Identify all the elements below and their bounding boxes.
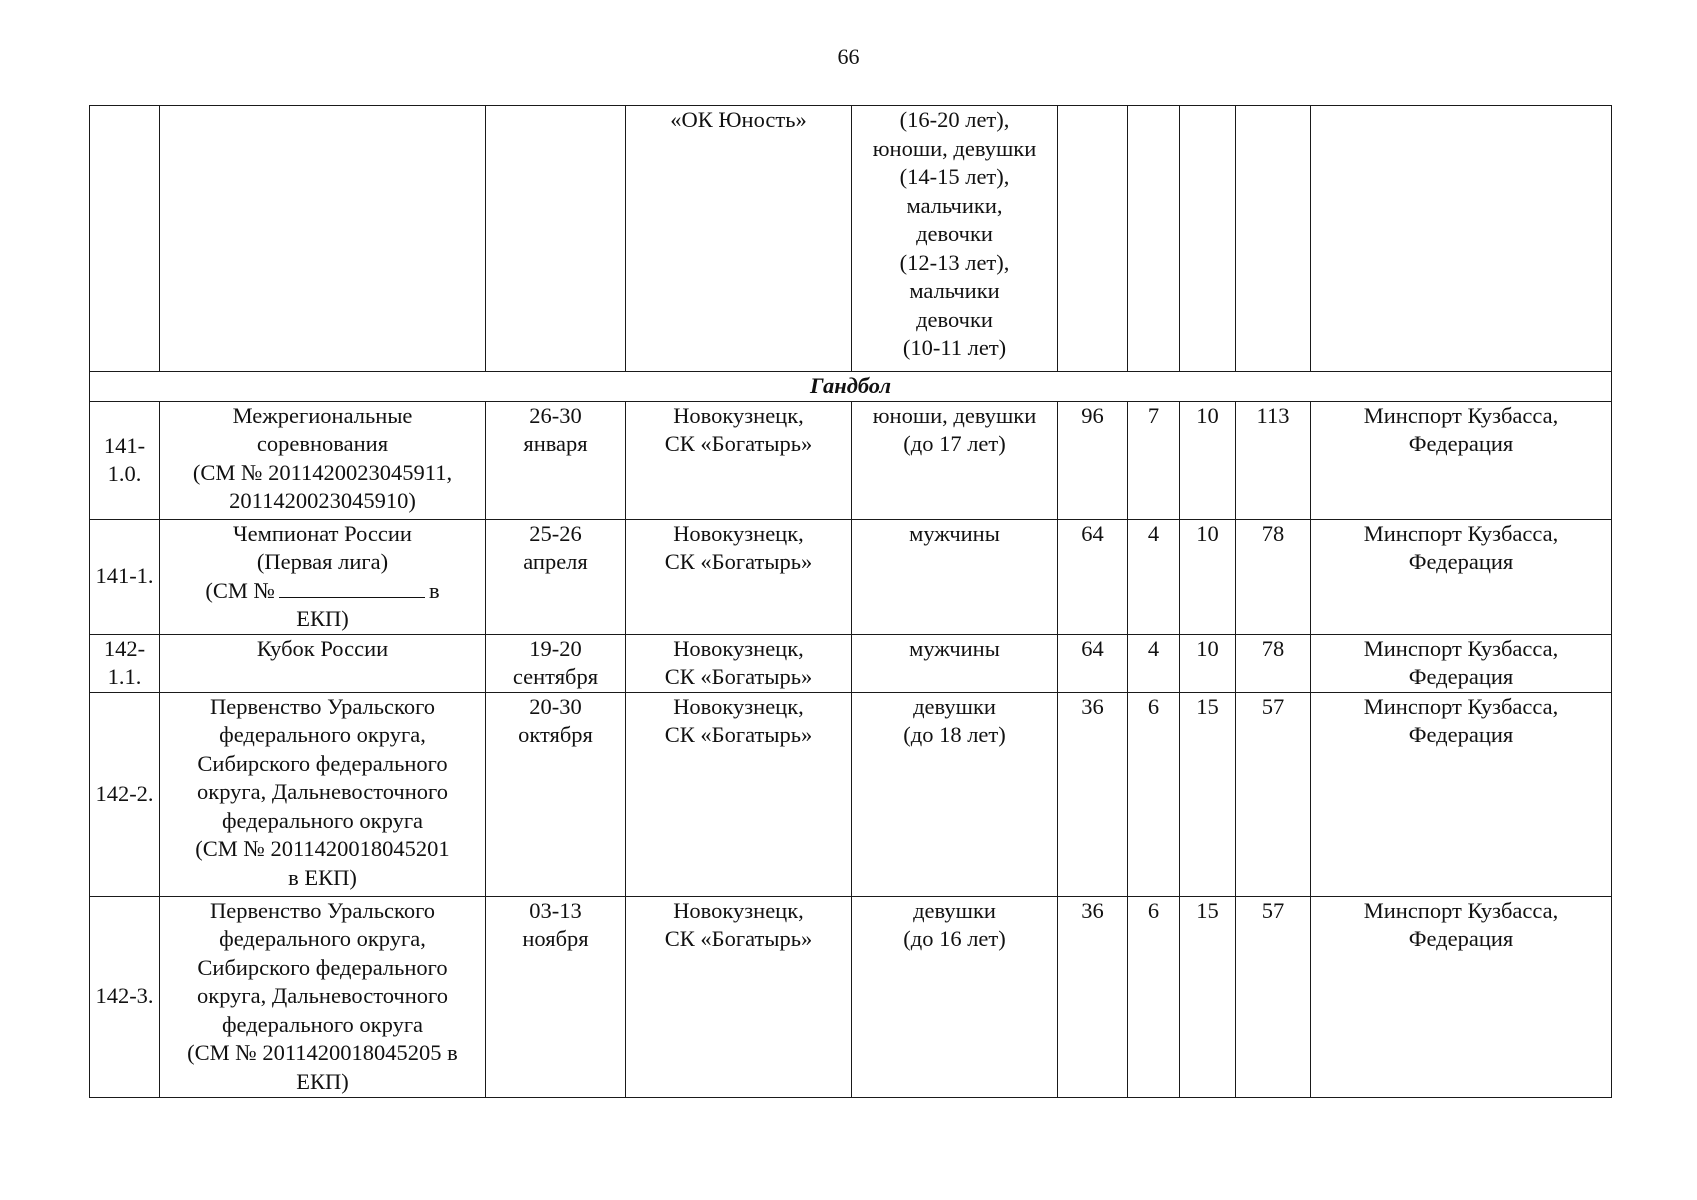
page-number: 66 <box>837 44 860 69</box>
cell-count-total: 78 <box>1236 634 1311 692</box>
participants-line: (12-13 лет), <box>899 249 1010 275</box>
cell-participants: юноши, девушки (до 17 лет) <box>852 401 1058 519</box>
cell-count-1: 64 <box>1058 634 1128 692</box>
cell-event-name: Первенство Уральского федерального округа, Сибирского федерального округа, Дальневосточного федерального округа (СМ № 2011420018045201 в ЕКП) <box>160 692 486 896</box>
cell-participants: девушки (до 18 лет) <box>852 692 1058 896</box>
cell-count-3: 15 <box>1180 692 1236 896</box>
cell-venue: Новокузнецк, СК «Богатырь» <box>626 401 852 519</box>
cell-count-2: 7 <box>1128 401 1180 519</box>
cell-count-3 <box>1180 106 1236 372</box>
cell-participants: мужчины <box>852 519 1058 634</box>
continuation-row <box>90 106 1612 372</box>
cell-count-2: 4 <box>1128 634 1180 692</box>
cell-organizer: Минспорт Кузбасса, Федерация <box>1311 692 1612 896</box>
cell-dates: 26-30 января <box>486 401 626 519</box>
cell-event-name: Чемпионат России (Первая лига) (СМ № в ЕКП) <box>160 519 486 634</box>
table-row <box>90 634 1612 692</box>
cell-event-name: Первенство Уральского федерального округа, Сибирского федерального округа, Дальневосточного федерального округа (СМ № 2011420018045205 в ЕКП) <box>160 896 486 1097</box>
cell-venue: Новокузнецк, СК «Богатырь» <box>626 519 852 634</box>
events-table <box>89 105 1612 1098</box>
cell-count-3: 10 <box>1180 519 1236 634</box>
cell-organizer <box>1311 106 1612 372</box>
participants-line: девочки <box>916 221 993 246</box>
table-row <box>90 692 1612 896</box>
cell-count-3: 10 <box>1180 401 1236 519</box>
table-row <box>90 896 1612 1097</box>
cell-number: 142- 1.1. <box>90 634 160 692</box>
table-row <box>90 519 1612 634</box>
cell-number: 142-2. <box>90 692 160 896</box>
cell-dates: 20-30 октября <box>486 692 626 896</box>
cell-count-1: 36 <box>1058 692 1128 896</box>
cell-count-1 <box>1058 106 1128 372</box>
participants-line: (10-11 лет) <box>902 335 1007 360</box>
cell-participants: мужчины <box>852 634 1058 692</box>
cell-organizer: Минспорт Кузбасса, Федерация <box>1311 896 1612 1097</box>
cell-count-total: 113 <box>1236 401 1311 519</box>
cell-number: 142-3. <box>90 896 160 1097</box>
cell-count-total: 57 <box>1236 692 1311 896</box>
venue-line: «ОК Юность» <box>670 107 807 132</box>
cell-participants <box>852 106 1058 372</box>
cell-dates: 25-26 апреля <box>486 519 626 634</box>
cell-organizer: Минспорт Кузбасса, Федерация <box>1311 634 1612 692</box>
cell-venue <box>626 106 852 372</box>
cell-count-total: 57 <box>1236 896 1311 1097</box>
section-row <box>90 372 1612 402</box>
cell-number <box>90 106 160 372</box>
cell-dates: 03-13 ноября <box>486 896 626 1097</box>
cell-event-name: Кубок России <box>160 634 486 692</box>
cell-count-1: 36 <box>1058 896 1128 1097</box>
participants-line: юноши, девушки <box>872 135 1037 161</box>
cell-count-1: 96 <box>1058 401 1128 519</box>
participants-line: мальчики <box>909 278 1000 303</box>
participants-line: (14-15 лет), <box>899 164 1010 189</box>
cell-count-2: 4 <box>1128 519 1180 634</box>
cell-number: 141- 1.0. <box>90 401 160 519</box>
fill-in-blank <box>279 577 425 598</box>
participants-line: девочки <box>916 306 993 332</box>
cell-count-2: 6 <box>1128 692 1180 896</box>
cell-venue: Новокузнецк, СК «Богатырь» <box>626 896 852 1097</box>
cell-count-total: 78 <box>1236 519 1311 634</box>
participants-line: (16-20 лет), <box>899 107 1010 132</box>
cell-count-2 <box>1128 106 1180 372</box>
cell-count-2: 6 <box>1128 896 1180 1097</box>
participants-line: мальчики, <box>906 192 1003 218</box>
cell-count-3: 15 <box>1180 896 1236 1097</box>
cell-count-3: 10 <box>1180 634 1236 692</box>
cell-venue: Новокузнецк, СК «Богатырь» <box>626 634 852 692</box>
cell-event-name: Межрегиональные соревнования (СМ № 2011420023045911, 2011420023045910) <box>160 401 486 519</box>
cell-venue: Новокузнецк, СК «Богатырь» <box>626 692 852 896</box>
cell-dates: 19-20 сентября <box>486 634 626 692</box>
cell-organizer: Минспорт Кузбасса, Федерация <box>1311 519 1612 634</box>
section-title: Гандбол <box>90 372 1612 402</box>
cell-number: 141-1. <box>90 519 160 634</box>
cell-event-name <box>160 106 486 372</box>
table-row <box>90 401 1612 519</box>
cell-dates <box>486 106 626 372</box>
cell-participants: девушки (до 16 лет) <box>852 896 1058 1097</box>
cell-count-1: 64 <box>1058 519 1128 634</box>
cell-organizer: Минспорт Кузбасса, Федерация <box>1311 401 1612 519</box>
cell-count-total <box>1236 106 1311 372</box>
